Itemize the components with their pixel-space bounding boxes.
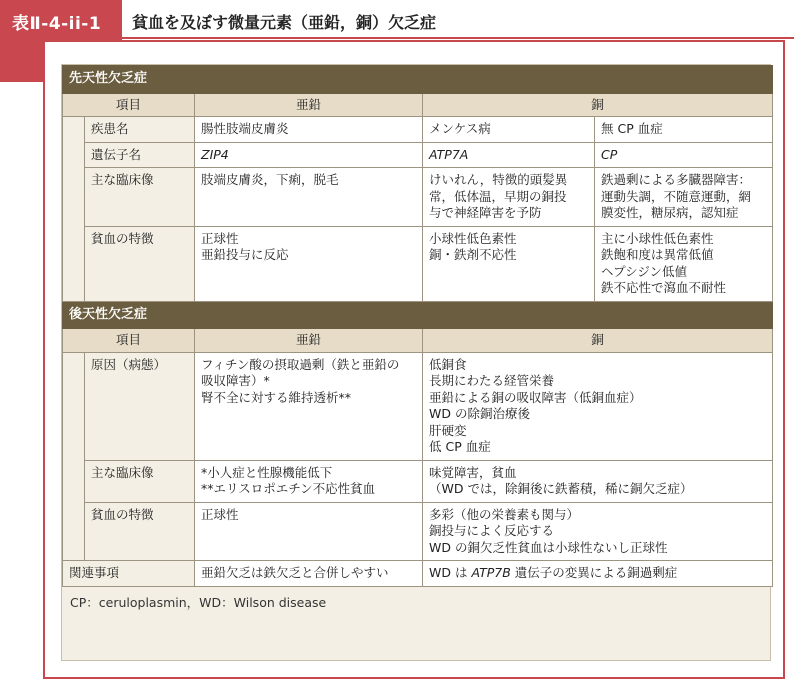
- related-zinc: 亜鉛欠乏は鉄欠乏と合併しやすい: [195, 561, 423, 587]
- cell-line: 正球性: [201, 506, 239, 522]
- table-title: 貧血を及ぼす微量元素（亜鉛，銅）欠乏症: [132, 13, 437, 32]
- header-item: 項目: [63, 329, 195, 353]
- cell-line: 正球性: [201, 230, 239, 246]
- table-row: [63, 352, 773, 460]
- table-row: [63, 502, 773, 561]
- cell-line: 銅投与によく反応する: [429, 523, 555, 538]
- row-indent: [63, 117, 85, 302]
- cell-line: 肢端皮膚炎，下痢，脱毛: [201, 172, 339, 187]
- cell-line: 多彩（他の栄養素も関与）: [429, 506, 580, 522]
- cell-line: 長期にわたる経管栄養: [429, 373, 555, 388]
- cell-copper-a: [423, 142, 595, 168]
- row-label: 主な臨床像: [85, 168, 195, 227]
- cell-zinc: [195, 142, 423, 168]
- cell-copper-a: [423, 168, 595, 227]
- row-label: 主な臨床像: [85, 460, 195, 502]
- cell-line: 無 CP 血症: [601, 121, 663, 136]
- gene-name: ZIP4: [201, 146, 229, 162]
- cell-copper-b: [595, 168, 773, 227]
- related-label: 関連事項: [63, 561, 195, 587]
- cell-line: フィチン酸の摂取過剰（鉄と亜鉛の: [201, 356, 400, 372]
- table-row: [63, 117, 773, 143]
- acquired-column-headers: [63, 329, 773, 353]
- cell-zinc: [195, 352, 423, 460]
- cell-line: **エリスロポエチン不応性貧血: [201, 481, 376, 496]
- table-row: [63, 460, 773, 502]
- congenital-section-header: [63, 66, 773, 94]
- cell-line: 小球性低色素性: [429, 230, 517, 246]
- cell-line: 常，低体温，早期の銅投: [429, 188, 567, 204]
- cell-line: 低銅食: [429, 356, 467, 372]
- cell-line: 吸収障害）*: [201, 373, 270, 388]
- header-copper: 銅: [423, 329, 773, 353]
- cell-line: （WD では，除銅後に鉄蓄積，稀に銅欠乏症）: [429, 481, 693, 496]
- row-label: 貧血の特徴: [85, 226, 195, 301]
- cell-copper: [423, 460, 773, 502]
- related-copper-post: 遺伝子の変異による銅過剰症: [510, 565, 678, 580]
- cell-line: 亜鉛による銅の吸収障害（低銅血症）: [429, 389, 642, 405]
- cell-line: 銅・鉄剤不応性: [429, 247, 517, 262]
- cell-line: 鉄過剰による多臓器障害：: [601, 172, 752, 187]
- cell-line: WD の銅欠乏性貧血は小球性ないし正球性: [429, 539, 668, 555]
- cell-line: 亜鉛投与に反応: [201, 247, 289, 262]
- footnote: CP：ceruloplasmin，WD：Wilson disease: [70, 594, 327, 610]
- cell-zinc: [195, 460, 423, 502]
- table-panel: [61, 64, 771, 661]
- cell-line: メンケス病: [429, 121, 491, 136]
- table-frame: [43, 40, 785, 679]
- cell-line: 鉄飽和度は異常低値: [601, 247, 714, 262]
- cell-copper-b: [595, 142, 773, 168]
- header-zinc: 亜鉛: [195, 93, 423, 117]
- related-row: [63, 561, 773, 587]
- header-item: 項目: [63, 93, 195, 117]
- cell-line: ヘプシジン低値: [601, 263, 688, 279]
- cell-copper: [423, 352, 773, 460]
- gene-name: CP: [601, 146, 618, 162]
- cell-line: 与で神経障害を予防: [429, 205, 542, 220]
- row-label: 貧血の特徴: [85, 502, 195, 561]
- cell-line: WD の除銅治療後: [429, 406, 530, 421]
- table-row: [63, 226, 773, 301]
- cell-line: *小人症と性腺機能低下: [201, 464, 333, 480]
- deficiency-table: [62, 65, 773, 587]
- title-bar: [0, 0, 794, 38]
- acquired-section-title: 後天性欠乏症: [63, 301, 773, 329]
- cell-zinc: [195, 117, 423, 143]
- congenital-section-title: 先天性欠乏症: [63, 66, 773, 94]
- acquired-section-header: [63, 301, 773, 329]
- row-label: 疾患名: [85, 117, 195, 143]
- cell-copper: [423, 502, 773, 561]
- row-indent: [63, 352, 85, 561]
- congenital-column-headers: [63, 93, 773, 117]
- title-rule: [0, 37, 794, 39]
- row-label: 遺伝子名: [85, 142, 195, 168]
- cell-line: 運動失調，不随意運動，網: [601, 188, 752, 204]
- header-zinc: 亜鉛: [195, 329, 423, 353]
- gene-name: ATP7A: [429, 146, 469, 162]
- cell-line: けいれん，特徴的頭髪異: [429, 172, 568, 187]
- related-copper-pre: WD は: [429, 565, 472, 580]
- cell-copper-b: [595, 226, 773, 301]
- row-label: 原因（病態）: [85, 352, 195, 460]
- cell-line: 主に小球性低色素性: [601, 230, 714, 246]
- cell-line: 腸性肢端皮膚炎: [201, 121, 289, 136]
- cell-copper-a: [423, 117, 595, 143]
- cell-line: 味覚障害，貧血: [429, 464, 517, 480]
- header-copper: 銅: [423, 93, 773, 117]
- gene-name: ATP7B: [471, 565, 511, 580]
- cell-line: 膜変性，糖尿病，認知症: [601, 205, 739, 220]
- cell-line: 腎不全に対する維持透析**: [201, 389, 352, 405]
- cell-line: 鉄不応性で瀉血不耐性: [601, 280, 727, 295]
- cell-line: 低 CP 血症: [429, 439, 491, 454]
- cell-zinc: [195, 168, 423, 227]
- related-copper: [423, 561, 773, 587]
- cell-zinc: [195, 502, 423, 561]
- table-row: [63, 168, 773, 227]
- table-number-label: 表Ⅱ-4-ii-1: [0, 0, 122, 82]
- cell-copper-a: [423, 226, 595, 301]
- cell-line: 肝硬変: [429, 422, 467, 438]
- cell-copper-b: [595, 117, 773, 143]
- cell-zinc: [195, 226, 423, 301]
- table-row: [63, 142, 773, 168]
